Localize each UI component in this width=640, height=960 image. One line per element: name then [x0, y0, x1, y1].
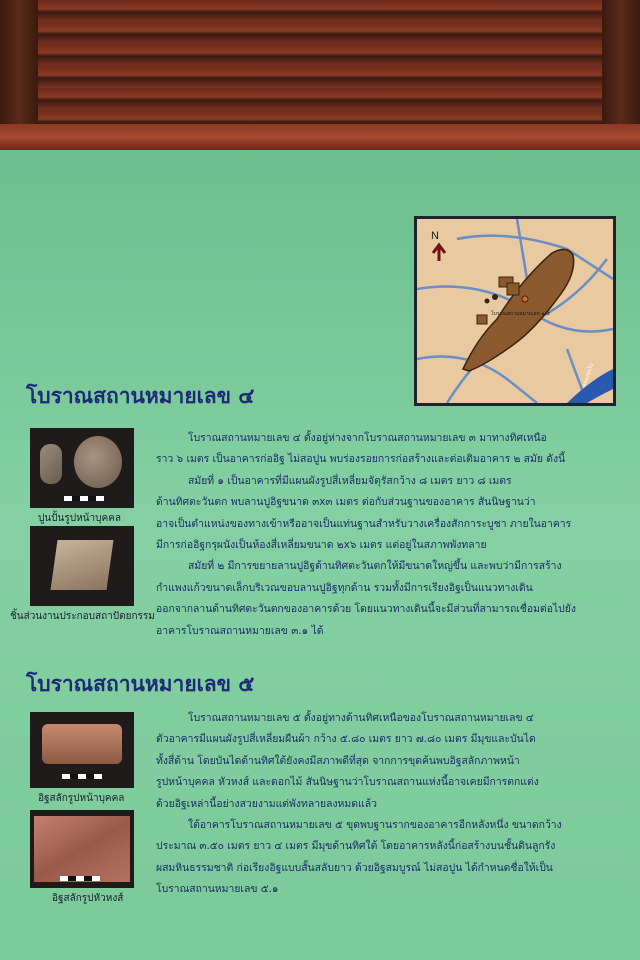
section-5-line: ใต้อาคารโบราณสถานหมายเลข ๕ ขุดพบฐานรากของอาคารอีกหลังหนึ่ง ขนาดกว้าง [188, 819, 562, 832]
section-4-line: โบราณสถานหมายเลข ๔ ตั้งอยู่ห่างจากโบราณสถานหมายเลข ๓ มาทางทิศเหนือ [188, 432, 547, 444]
photo-carved-face-brick [30, 712, 134, 788]
photo-stucco-face [30, 428, 134, 508]
caption-stucco-face: ปูนปั้นรูปหน้าบุคคล [38, 513, 121, 524]
section-4-line: กำแพงแก้วขนาดเล็กบริเวณขอบลานปูอิฐทุกด้าน รวมทั้งมีการเรียงอิฐเป็นแนวทางเดิน [156, 581, 533, 594]
carved-swan-brick [34, 816, 130, 882]
stucco-face [74, 436, 122, 488]
roof-trim [0, 124, 640, 150]
photo-architectural-part [30, 526, 134, 606]
carved-face-brick [42, 724, 122, 764]
section-5-line: ทั้งสี่ด้าน โดยบันไดด้านทิศใต้ยังคงมีสภาพดีที่สุด จากการขุดค้นพบอิฐสลักภาพหน้า [156, 754, 520, 767]
north-arrow-icon [433, 245, 445, 261]
caption-carved-face-brick: อิฐสลักรูปหน้าบุคคล [38, 793, 125, 804]
section-5-line: โบราณสถานหมายเลข ๕ ตั้งอยู่ทางด้านทิศเหนือของโบราณสถานหมายเลข ๔ [188, 712, 534, 724]
architectural-fragment [50, 540, 113, 590]
photo-carved-swan-brick [30, 810, 134, 888]
section-4-line: อาคารโบราณสถานหมายเลข ๓.๑ ได้ [156, 624, 324, 637]
section-5-title: โบราณสถานหมายเลข ๕ [26, 671, 255, 696]
section-5-line: รูปหน้าบุคคล หัวหงส์ และดอกไม้ สันนิษฐานว่าโบราณสถานแห่งนี้อาจเคยมีการตกแต่ง [156, 776, 539, 789]
section-5-line: ตัวอาคารมีแผนผังรูปสี่เหลี่ยมผืนผ้า กว้าง ๕.๘๐ เมตร ยาว ๗.๘๐ เมตร มีมุขและบันได [156, 733, 536, 746]
north-label: N [431, 230, 439, 242]
section-4-line: มีการก่ออิฐกรุผนังเป็นห้องสี่เหลี่ยมขนาด ๒x๖ เมตร แต่อยู่ในสภาพพังทลาย [156, 539, 487, 552]
section-5-line: โบราณสถานหมายเลข ๕.๑ [156, 883, 279, 896]
section-5-line: ด้วยอิฐเหล่านี้อย่างสวยงามแต่พังทลายลงหมดแล้ว [156, 797, 377, 810]
site-map-drawing [417, 219, 613, 403]
river-label: คลองชุมโป [581, 362, 596, 388]
section-4-line: สมัยที่ ๑ เป็นอาคารที่มีแผนผังรูปสี่เหลี่ยมจัตุรัสกว้าง ๘ เมตร ยาว ๘ เมตร [188, 474, 512, 487]
section-4-line: ด้านทิศตะวันตก พบลานปูอิฐขนาด ๓x๓ เมตร ต่อกับส่วนฐานของอาคาร สันนิษฐานว่า [156, 496, 536, 509]
section-4-line: ราว ๖ เมตร เป็นอาคารก่ออิฐ ไม่สอปูน พบร่องรอยการก่อสร้างและต่อเติมอาคาร ๒ สมัย ดังนี้ [156, 453, 566, 466]
stucco-fragment [40, 444, 62, 484]
caption-architectural-part: ชิ้นส่วนงานประกอบสถาปัตยกรรม [10, 611, 155, 622]
section-4-line: อาจเป็นตำแหน่งของทางเข้าหรืออาจเป็นแท่นฐานสำหรับวางเครื่องสักการะบูชา ภายในอาคาร [156, 517, 572, 530]
section-5-line: ประมาณ ๓.๕๐ เมตร ยาว ๔ เมตร มีมุขด้านทิศใต้ โดยอาคารหลังนี้ก่อสร้างบนชั้นดินลูกรัง [156, 840, 556, 853]
caption-carved-swan-brick: อิฐสลักรูปหัวหงส์ [52, 893, 124, 904]
section-4-line: ออกจากลานด้านทิศตะวันตกของอาคารด้วย โดยแนวทางเดินนี้จะมีส่วนที่สามารถเชื่อมต่อไปยัง [156, 603, 576, 616]
section-4-title: โบราณสถานหมายเลข ๔ [26, 383, 255, 408]
section-4-line: สมัยที่ ๒ มีการขยายลานปูอิฐด้านทิศตะวันตกให้มีขนาดใหญ่ขึ้น และพบว่ามีการสร้าง [188, 560, 562, 573]
section-5-line: ผสมหินธรรมชาติ ก่อเรียงอิฐแบบสั้นสลับยาว ด้วยอิฐสมบูรณ์ ไม่สอปูน ได้กำหนดชื่อให้เป็น [156, 861, 553, 874]
site-label: โบราณสถานหมายเลข ๑-๕ [491, 311, 551, 317]
site-map [414, 216, 616, 406]
section-4-body [156, 428, 626, 642]
section-5-body [156, 708, 626, 901]
roof-beams [0, 0, 640, 150]
